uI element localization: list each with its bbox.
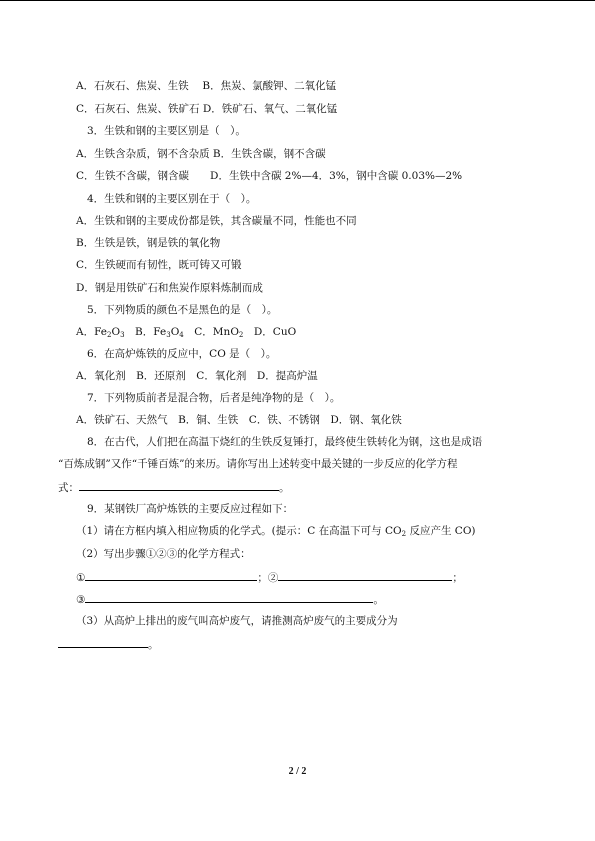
question-3: 3．生铁和钢的主要区别是（ ）。	[87, 125, 246, 137]
answer-blank[interactable]	[79, 479, 279, 491]
option-line: A．石灰石、焦炭、生铁 B．焦炭、氯酸钾、二氧化锰	[76, 80, 337, 92]
question-6: 6．在高炉炼铁的反应中，CO 是（ ）。	[87, 348, 277, 360]
option-line: C．生铁硬而有韧性，既可铸又可锻	[76, 259, 242, 271]
question-7: 7．下列物质前者是混合物，后者是纯净物的是（ ）。	[87, 392, 341, 404]
question-4: 4．生铁和钢的主要区别在于（ ）。	[87, 193, 257, 205]
answer-blank[interactable]	[85, 591, 373, 603]
question-9-part-2: （2）写出步骤①②③的化学方程式：	[76, 548, 251, 560]
option-line: A．生铁和钢的主要成份都是铁，其含碳量不同，性能也不同	[76, 215, 357, 227]
answer-blank[interactable]	[85, 569, 257, 581]
option-line: D．钢是用铁矿石和焦炭作原料炼制而成	[76, 282, 263, 294]
question-8-cont: “百炼成钢”又作“千锤百炼”的来历。请你写出上述转变中最关键的一步反应的化学方程	[58, 458, 458, 470]
option-line: A．氧化剂 B．还原剂 C．氧化剂 D．提高炉温	[76, 370, 318, 382]
option-line: C．石灰石、焦炭、铁矿石 D．铁矿石、氧气、二氧化锰	[76, 103, 338, 115]
equation-blank-3: ③ 。	[76, 591, 384, 607]
question-9: 9．某钢铁厂高炉炼铁的主要反应过程如下：	[87, 503, 294, 515]
option-line: B．生铁是铁，钢是铁的氧化物	[76, 237, 221, 249]
question-5: 5．下列物质的颜色不是黑色的是（ ）。	[87, 304, 278, 316]
question-8: 8．在古代，人们把在高温下烧红的生铁反复锤打，最终使生铁转化为钢，这也是成语	[87, 436, 483, 448]
question-8-answer: 式： 。	[58, 479, 290, 495]
answer-blank[interactable]	[58, 636, 148, 648]
option-line: C．生铁不含碳，钢含碳 D．生铁中含碳 2%—4．3%，钢中含碳 0.03%—2%	[76, 170, 463, 182]
option-line-formulas: A．$Fe_2O_3$ B．$Fe_3O_4$ C．MnO$_2$ D．CuO	[76, 326, 297, 339]
equation-blanks-1-2: ① ；② ；	[76, 569, 463, 585]
answer-blank[interactable]	[278, 569, 452, 581]
question-9-part-3: （3）从高炉上排出的废气叫高炉废气，请推测高炉废气的主要成分为	[76, 615, 398, 627]
question-9-part-3-answer: 。	[58, 636, 159, 652]
question-9-part-1: （1）请在方框内填入相应物质的化学式。(提示：C 在高温下可与 $CO_2$ 反应产生 CO)	[76, 525, 476, 538]
page-number: 2 / 2	[288, 766, 307, 777]
option-line: A．铁矿石、天然气 B．铜、生铁 C．铁、不锈钢 D．钢、氧化铁	[76, 414, 402, 426]
option-line: A．生铁含杂质，钢不含杂质 B．生铁含碳，钢不含碳	[76, 148, 326, 160]
